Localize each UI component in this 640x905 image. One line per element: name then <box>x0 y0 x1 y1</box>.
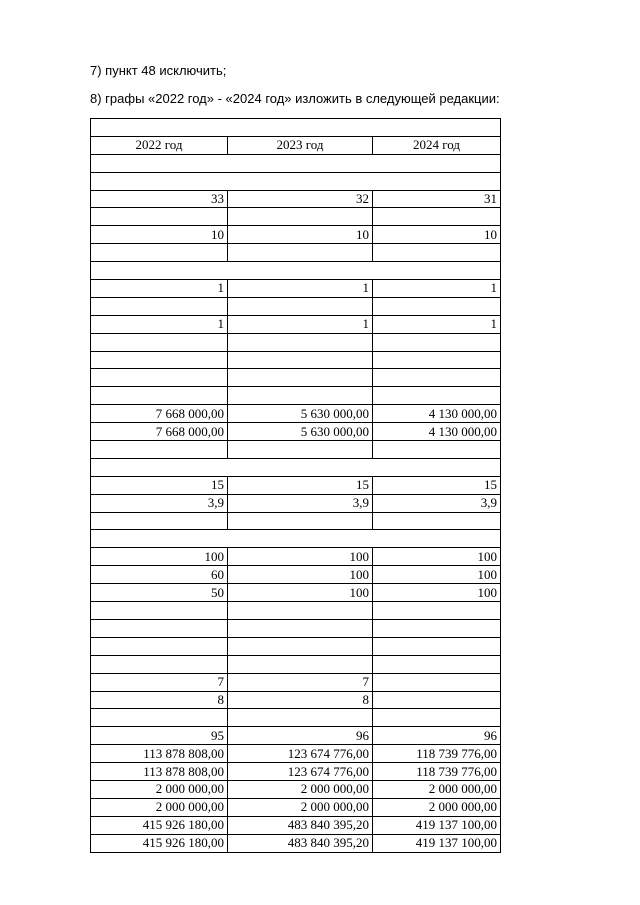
table-cell: 96 <box>373 727 501 745</box>
table-cell: 1 <box>373 280 501 298</box>
table-section-cell <box>91 530 501 548</box>
table-row <box>91 262 501 280</box>
table-cell: 10 <box>373 226 501 244</box>
table-section-cell <box>91 154 501 172</box>
table-cell: 100 <box>91 548 228 566</box>
table-cell <box>228 637 373 655</box>
table-row <box>91 190 501 208</box>
table-cell: 10 <box>91 226 228 244</box>
table-cell <box>91 297 228 315</box>
table-cell <box>228 351 373 369</box>
table-row <box>91 280 501 298</box>
table-cell <box>91 333 228 351</box>
table-cell <box>91 637 228 655</box>
table-cell: 50 <box>91 584 228 602</box>
table-row <box>91 387 501 405</box>
item-7-text: 7) пункт 48 исключить; <box>90 63 227 78</box>
header-2024: 2024 год <box>373 136 501 154</box>
table-title-row <box>91 119 501 137</box>
table-cell <box>91 351 228 369</box>
table-row <box>91 619 501 637</box>
table-cell: 419 137 100,00 <box>373 834 501 852</box>
table-row <box>91 297 501 315</box>
table-row <box>91 816 501 834</box>
table-cell: 100 <box>228 566 373 584</box>
table-cell: 60 <box>91 566 228 584</box>
table-row <box>91 351 501 369</box>
table-cell <box>228 244 373 262</box>
table-cell <box>373 441 501 459</box>
table-cell: 32 <box>228 190 373 208</box>
table-cell <box>228 333 373 351</box>
table-row <box>91 172 501 190</box>
table-cell: 1 <box>91 315 228 333</box>
table-cell: 118 739 776,00 <box>373 763 501 781</box>
table-cell: 10 <box>228 226 373 244</box>
table-cell <box>373 387 501 405</box>
table-cell: 5 630 000,00 <box>228 405 373 423</box>
table-cell: 3,9 <box>228 494 373 512</box>
table-cell <box>228 297 373 315</box>
table-cell: 1 <box>373 315 501 333</box>
table-row <box>91 315 501 333</box>
table-cell <box>373 619 501 637</box>
table-cell <box>91 208 228 226</box>
table-cell: 15 <box>91 476 228 494</box>
table-cell: 123 674 776,00 <box>228 745 373 763</box>
table-cell: 5 630 000,00 <box>228 423 373 441</box>
table-cell: 415 926 180,00 <box>91 834 228 852</box>
table-cell: 100 <box>373 584 501 602</box>
table-row <box>91 423 501 441</box>
table-row <box>91 333 501 351</box>
table-cell <box>373 351 501 369</box>
table-row <box>91 244 501 262</box>
table-cell: 2 000 000,00 <box>91 798 228 816</box>
table-cell: 7 <box>228 673 373 691</box>
table-cell <box>373 512 501 530</box>
table-cell: 100 <box>228 584 373 602</box>
table-row <box>91 602 501 620</box>
table-row <box>91 745 501 763</box>
table-cell <box>373 655 501 673</box>
table-cell: 100 <box>228 548 373 566</box>
table-row <box>91 798 501 816</box>
header-2022: 2022 год <box>91 136 228 154</box>
table-cell <box>373 369 501 387</box>
table-cell <box>91 619 228 637</box>
table-row <box>91 709 501 727</box>
table-cell <box>91 441 228 459</box>
table-cell: 3,9 <box>91 494 228 512</box>
table-cell <box>373 673 501 691</box>
table-row <box>91 441 501 459</box>
table-section-cell <box>91 172 501 190</box>
table-row <box>91 405 501 423</box>
table-cell: 3,9 <box>373 494 501 512</box>
table-cell <box>228 709 373 727</box>
table-cell <box>228 208 373 226</box>
table-cell <box>91 244 228 262</box>
table-cell: 15 <box>228 476 373 494</box>
table-row <box>91 763 501 781</box>
table-row <box>91 673 501 691</box>
table-row <box>91 369 501 387</box>
table-row <box>91 637 501 655</box>
table-cell: 118 739 776,00 <box>373 745 501 763</box>
table-row <box>91 512 501 530</box>
table-cell <box>91 655 228 673</box>
table-cell: 2 000 000,00 <box>373 798 501 816</box>
table-row <box>91 584 501 602</box>
table-cell: 483 840 395,20 <box>228 834 373 852</box>
table-cell <box>228 619 373 637</box>
table-cell: 2 000 000,00 <box>228 780 373 798</box>
table-cell: 2 000 000,00 <box>228 798 373 816</box>
table-cell <box>91 602 228 620</box>
table-cell: 4 130 000,00 <box>373 405 501 423</box>
table-cell <box>228 387 373 405</box>
table-cell <box>91 709 228 727</box>
table-cell <box>228 369 373 387</box>
table-cell: 415 926 180,00 <box>91 816 228 834</box>
table-cell <box>373 691 501 709</box>
table-cell: 7 668 000,00 <box>91 405 228 423</box>
table-row <box>91 226 501 244</box>
table-cell: 8 <box>228 691 373 709</box>
table-cell: 31 <box>373 190 501 208</box>
table-row <box>91 727 501 745</box>
table-cell <box>228 655 373 673</box>
table-row <box>91 691 501 709</box>
table-cell: 1 <box>228 280 373 298</box>
table-cell <box>91 369 228 387</box>
table-cell: 15 <box>373 476 501 494</box>
table-cell: 4 130 000,00 <box>373 423 501 441</box>
table-cell <box>373 602 501 620</box>
table-row <box>91 834 501 852</box>
table-cell: 96 <box>228 727 373 745</box>
table-cell: 100 <box>373 566 501 584</box>
table-cell: 419 137 100,00 <box>373 816 501 834</box>
table-row <box>91 548 501 566</box>
years-table <box>90 118 501 853</box>
table-cell: 1 <box>91 280 228 298</box>
table-row <box>91 494 501 512</box>
table-cell: 7 <box>91 673 228 691</box>
table-cell <box>91 387 228 405</box>
table-row <box>91 476 501 494</box>
table-section-cell <box>91 458 501 476</box>
table-cell: 33 <box>91 190 228 208</box>
table-cell: 123 674 776,00 <box>228 763 373 781</box>
table-cell <box>228 441 373 459</box>
table-cell: 2 000 000,00 <box>373 780 501 798</box>
table-row <box>91 780 501 798</box>
header-2023: 2023 год <box>228 136 373 154</box>
table-cell <box>373 208 501 226</box>
table-row <box>91 458 501 476</box>
table-header-row <box>91 136 501 154</box>
table-row <box>91 655 501 673</box>
table-cell: 113 878 808,00 <box>91 745 228 763</box>
table-cell <box>91 512 228 530</box>
table-cell: 2 000 000,00 <box>91 780 228 798</box>
table-cell: 7 668 000,00 <box>91 423 228 441</box>
table-cell: 100 <box>373 548 501 566</box>
table-row <box>91 566 501 584</box>
table-cell <box>373 709 501 727</box>
table-row <box>91 208 501 226</box>
table-cell: 483 840 395,20 <box>228 816 373 834</box>
table-row <box>91 530 501 548</box>
table-cell: 1 <box>228 315 373 333</box>
table-cell <box>228 602 373 620</box>
table-cell <box>228 512 373 530</box>
table-cell: 8 <box>91 691 228 709</box>
table-cell <box>373 244 501 262</box>
table-cell <box>373 297 501 315</box>
table-cell: 113 878 808,00 <box>91 763 228 781</box>
table-cell <box>373 637 501 655</box>
table-cell <box>373 333 501 351</box>
table-section-cell <box>91 262 501 280</box>
item-8-text: 8) графы «2022 год» - «2024 год» изложить в следующей редакции: <box>90 91 500 106</box>
table-title-cell <box>91 119 501 137</box>
table-cell: 95 <box>91 727 228 745</box>
table-row <box>91 154 501 172</box>
